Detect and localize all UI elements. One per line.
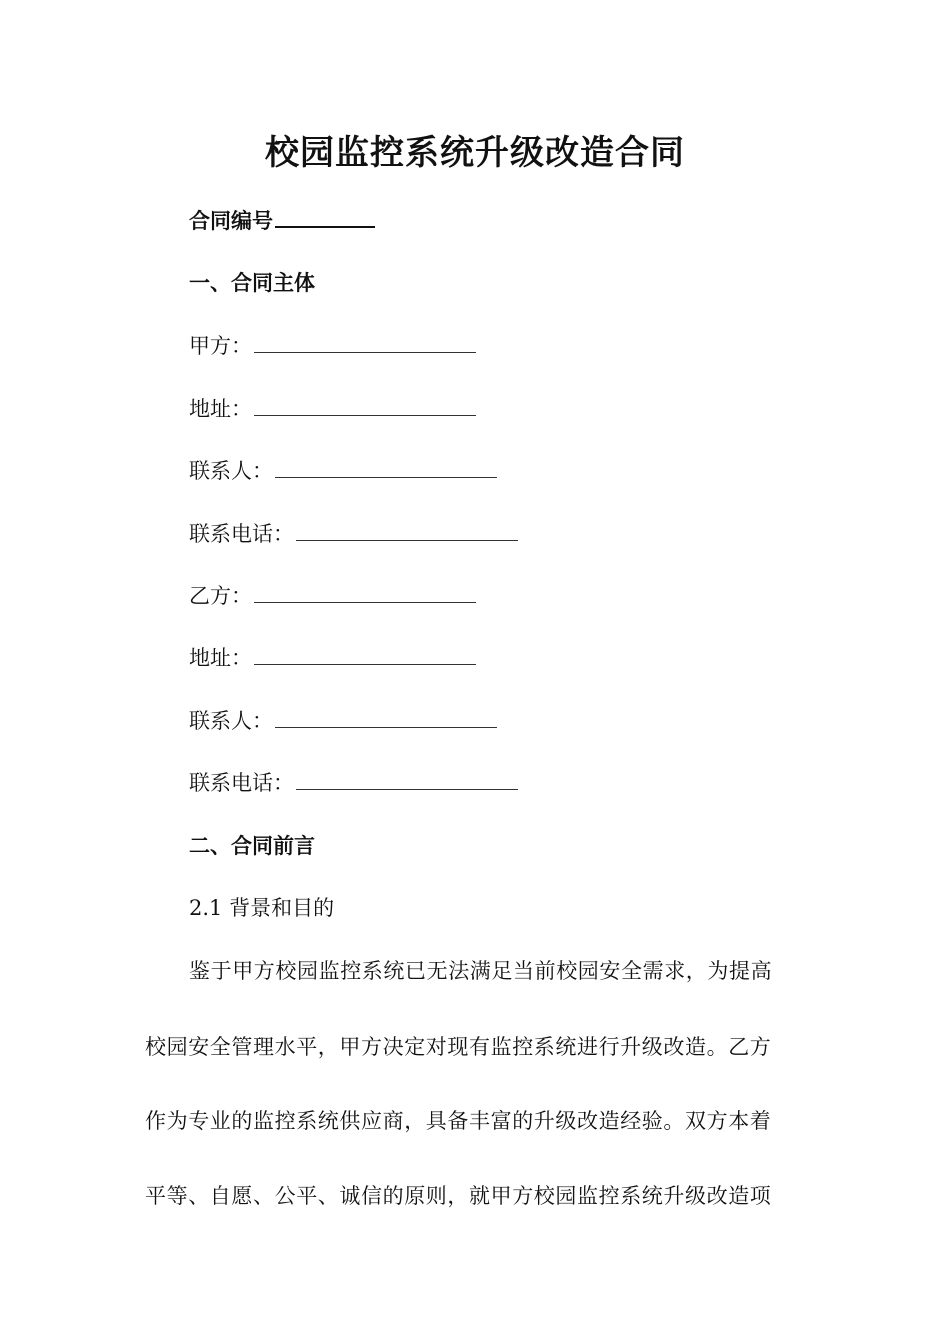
party-a-contact-row bbox=[189, 456, 497, 486]
party-a-address-label: 地址： bbox=[189, 397, 252, 421]
party-a-address-blank[interactable] bbox=[254, 397, 476, 416]
party-b-row bbox=[189, 581, 476, 611]
paragraph-line: 鉴于甲方校园监控系统已无法满足当前校园安全需求，为提高 bbox=[189, 959, 773, 983]
paragraph-line: 作为专业的监控系统供应商，具备丰富的升级改造经验。双方本着 bbox=[145, 1109, 772, 1133]
paragraph-line: 平等、自愿、公平、诚信的原则，就甲方校园监控系统升级改造项 bbox=[145, 1184, 772, 1208]
party-b-address-label: 地址： bbox=[189, 646, 252, 670]
contract-number-blank[interactable] bbox=[275, 208, 375, 228]
party-b-phone-row bbox=[189, 768, 518, 798]
party-a-label: 甲方： bbox=[189, 334, 252, 358]
party-a-contact-label: 联系人： bbox=[189, 459, 273, 483]
party-a-phone-row bbox=[189, 519, 518, 549]
party-b-phone-label: 联系电话： bbox=[189, 771, 294, 795]
paragraph-line: 校园安全管理水平，甲方决定对现有监控系统进行升级改造。乙方 bbox=[145, 1035, 772, 1059]
party-b-phone-blank[interactable] bbox=[296, 771, 518, 790]
party-a-phone-label: 联系电话： bbox=[189, 522, 294, 546]
contract-number-label: 合同编号 bbox=[189, 209, 273, 233]
party-b-address-blank[interactable] bbox=[254, 646, 476, 665]
section-2-heading: 二、合同前言 bbox=[189, 834, 315, 858]
document-title: 校园监控系统升级改造合同 bbox=[265, 133, 685, 173]
party-b-label: 乙方： bbox=[189, 584, 252, 608]
party-b-contact-row bbox=[189, 706, 497, 736]
party-a-phone-blank[interactable] bbox=[296, 522, 518, 541]
party-b-address-row bbox=[189, 643, 476, 673]
contract-number-row bbox=[189, 206, 375, 236]
section-1-heading: 一、合同主体 bbox=[189, 271, 315, 295]
section-2-subheading: 2.1 背景和目的 bbox=[189, 896, 335, 920]
party-a-blank[interactable] bbox=[254, 334, 476, 353]
party-a-address-row bbox=[189, 394, 476, 424]
party-b-contact-label: 联系人： bbox=[189, 709, 273, 733]
party-b-blank[interactable] bbox=[254, 584, 476, 603]
party-a-contact-blank[interactable] bbox=[275, 459, 497, 478]
party-b-contact-blank[interactable] bbox=[275, 709, 497, 728]
party-a-row bbox=[189, 331, 476, 361]
